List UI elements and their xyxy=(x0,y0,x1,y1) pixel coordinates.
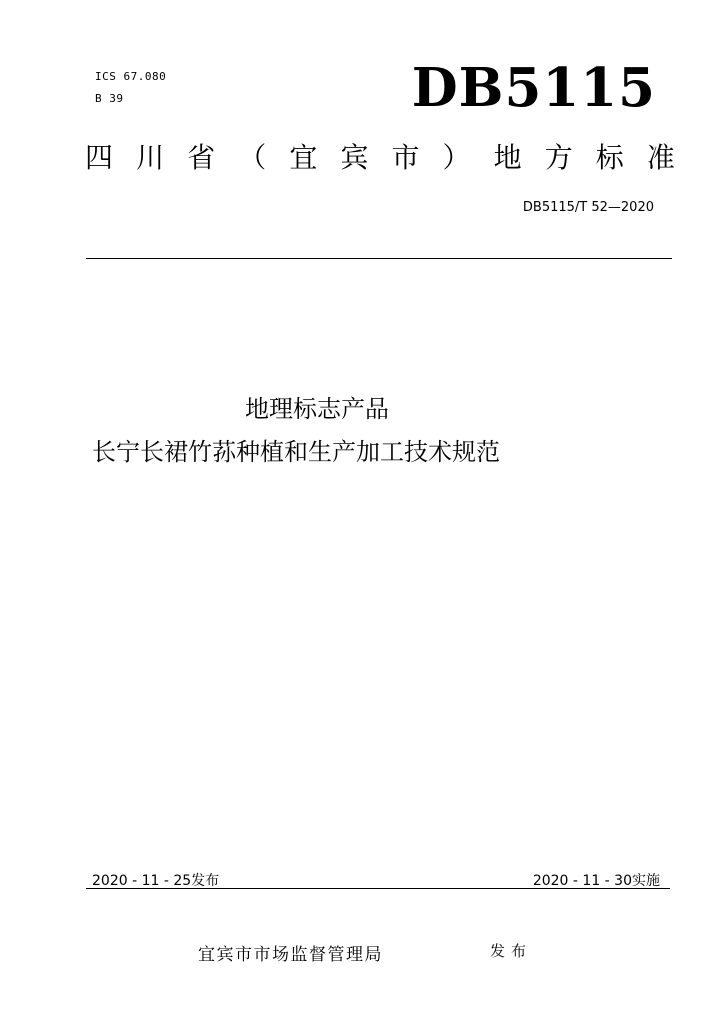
issue-date: 2020 - 11 - 25发布 xyxy=(92,873,220,889)
category-char: 地 xyxy=(493,141,522,174)
standard-mark: DB5115 xyxy=(411,57,656,119)
implementation-date: 2020 - 11 - 30实施 xyxy=(532,873,660,889)
standard-number: DB5115/T 52—2020 xyxy=(522,200,654,215)
document-title-line-1: 地理标志产品 xyxy=(245,395,389,423)
category-char: ） xyxy=(442,141,471,174)
ccs-code: B 39 xyxy=(95,92,124,105)
category-char: 方 xyxy=(544,141,573,174)
category-char: 省 xyxy=(187,141,216,174)
category-char: 市 xyxy=(391,141,420,174)
category-char: 川 xyxy=(136,141,165,174)
header-divider xyxy=(86,258,672,259)
issuing-authority: 宜宾市市场监督管理局 xyxy=(198,945,383,965)
footer-divider xyxy=(86,888,670,889)
ics-code: ICS 67.080 xyxy=(95,70,167,83)
category-char: 宜 xyxy=(289,141,318,174)
issue-label: 发布 xyxy=(490,942,533,960)
category-char: （ xyxy=(238,141,267,174)
category-char: 宾 xyxy=(340,141,369,174)
category-char: 准 xyxy=(646,141,675,174)
document-title-line-2: 长宁长裙竹荪种植和生产加工技术规范 xyxy=(92,438,500,466)
standard-category xyxy=(85,138,675,178)
category-char: 标 xyxy=(595,141,624,174)
category-char: 四 xyxy=(85,141,114,174)
